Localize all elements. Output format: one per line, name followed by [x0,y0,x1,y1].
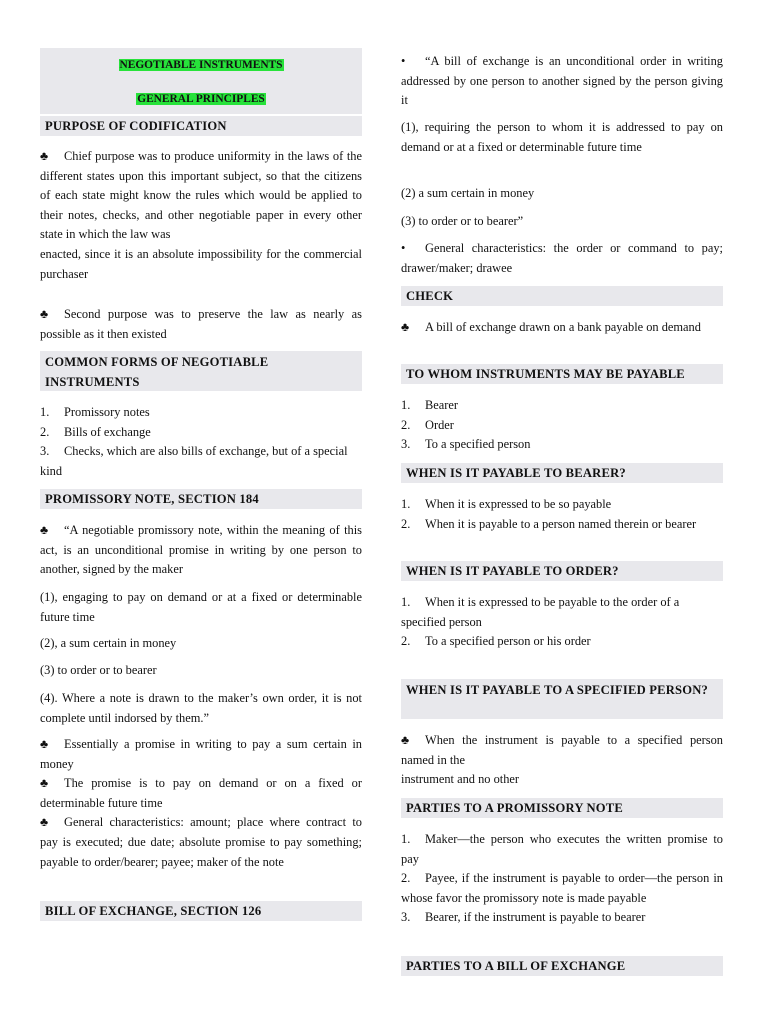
title-box [40,48,362,114]
bearer-list [401,495,723,534]
list-item: 1. When it is expressed to be payable to the order of a specified person [401,595,680,629]
list-item: 3. To a specified person [401,437,531,452]
club-bullet-icon: ♣ [401,320,410,334]
check-paragraph: ♣ A bill of exchange drawn on a bank payable on demand [401,318,723,338]
heading-to-whom: TO WHOM INSTRUMENTS MAY BE PAYABLE [401,364,723,384]
club-bullet-icon: ♣ [40,523,49,537]
specified-paragraph: ♣ When the instrument is payable to a specified person named in the instrument and no other [401,733,723,787]
document-subtitle: GENERAL PRINCIPLES [137,93,265,105]
heading-purpose: PURPOSE OF CODIFICATION [40,116,362,136]
bullet-icon: • [401,241,406,255]
list-item: 3. Checks, which are also bills of exchange, but of a special kind [40,444,348,478]
heading-payable-to-bearer: WHEN IS IT PAYABLE TO BEARER? [401,463,723,483]
promissory-bullets: ♣ Essentially a promise in writing to pay a sum certain in money ♣ The promise is to pay on demand or on a fixed or determinable future time ♣ General characteristics: amount; place where contract to pay is executed; due date; absolute promise to pay something; payable to order/bearer; payee; maker of the note [40,737,362,869]
promissory-quote: ♣ “A negotiable promissory note, within the meaning of this act, is an unconditional promise in writing by one person to another, signed by the maker [40,523,362,577]
bill-clause-3: (3) to order or to bearer” [401,214,524,228]
list-item: 2. To a specified person or his order [401,634,591,649]
club-bullet-icon: ♣ [40,815,49,830]
promissory-clause-1: (1), engaging to pay on demand or at a fixed or determinable future time [40,590,362,624]
list-item: 2. Order [401,417,454,432]
promissory-clause-3: (3) to order or to bearer [40,663,157,677]
list-item: 2. Payee, if the instrument is payable to order—the person in whose favor the promissory note is made payable [401,871,723,905]
heading-parties-bill-of-exchange: PARTIES TO A BILL OF EXCHANGE [401,956,723,976]
parties-pn-list [401,830,723,928]
bill-characteristics: • General characteristics: the order or command to pay; drawer/maker; drawee [401,241,723,275]
document-title: NEGOTIABLE INSTRUMENTS [119,59,283,71]
list-item: 1. Bearer [401,398,459,412]
promissory-clause-2: (2), a sum certain in money [40,636,177,650]
list-item: 1. Maker—the person who executes the written promise to pay [401,832,723,866]
club-bullet-icon: ♣ [40,307,49,321]
heading-common-forms: COMMON FORMS OF NEGOTIABLE INSTRUMENTS [40,351,362,391]
order-list [401,593,723,652]
club-bullet-icon: ♣ [40,737,49,751]
purpose-paragraph-1: ♣ Chief purpose was to produce uniformity in the laws of the different states upon this important subject, so that the citizens of each state might know the rules which would be applied to their notes, checks, and other negotiable paper in every other state in which the law was enacted, since it is an absolute impossibility for the commercial purchaser [40,149,362,281]
list-item: 1. When it is expressed to be so payable [401,497,612,511]
club-bullet-icon: ♣ [40,149,49,163]
forms-list [40,403,362,481]
heading-promissory-note: PROMISSORY NOTE, SECTION 184 [40,489,362,509]
list-item: 3. Bearer, if the instrument is payable to bearer [401,910,646,925]
heading-check: CHECK [401,286,723,306]
bullet-icon: • [401,54,406,68]
heading-payable-to-specified-person: WHEN IS IT PAYABLE TO A SPECIFIED PERSON? [401,679,723,719]
heading-bill-of-exchange: BILL OF EXCHANGE, SECTION 126 [40,901,362,921]
promissory-clause-4: (4). Where a note is drawn to the maker’s own order, it is not complete until indorsed by them.” [40,691,362,725]
list-item: 2. Bills of exchange [40,424,151,439]
purpose-paragraph-2: ♣ Second purpose was to preserve the law as nearly as possible as it then existed [40,307,362,341]
heading-payable-to-order: WHEN IS IT PAYABLE TO ORDER? [401,561,723,581]
heading-parties-promissory-note: PARTIES TO A PROMISSORY NOTE [401,798,723,818]
club-bullet-icon: ♣ [40,776,49,791]
list-item: 2. When it is payable to a person named therein or bearer [401,516,697,531]
bill-quote: • “A bill of exchange is an unconditional order in writing addressed by one person to another signed by the person giving it [401,54,723,108]
club-bullet-icon: ♣ [401,733,410,747]
bill-clause-1: (1), requiring the person to whom it is addressed to pay on demand or at a fixed or determinable future time [401,120,723,154]
list-item: 1. Promissory notes [40,405,150,419]
bill-clause-2: (2) a sum certain in money [401,186,535,200]
whom-list [401,396,723,455]
